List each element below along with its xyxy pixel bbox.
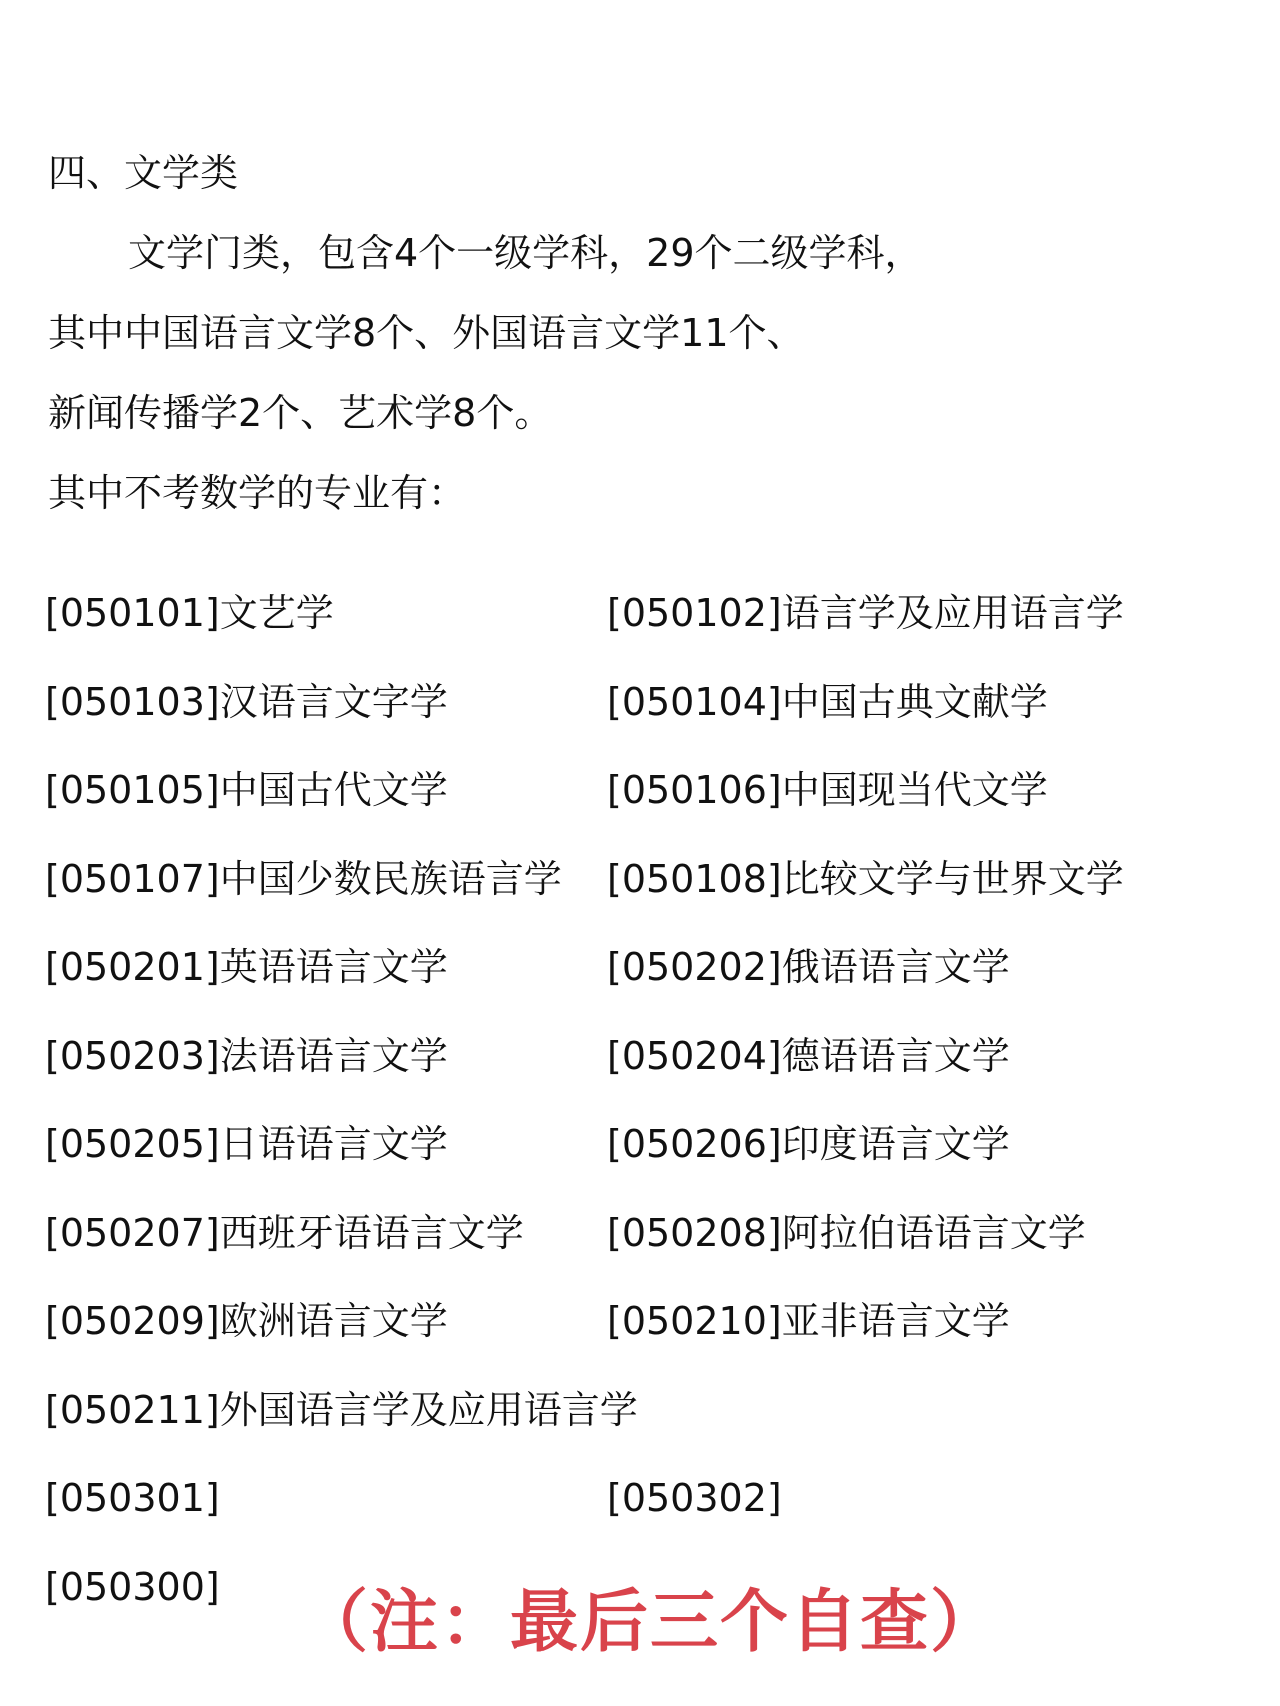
major-item-right: [050202]俄语语言文学	[607, 945, 1010, 989]
major-row	[45, 1470, 1245, 1559]
major-item-right: [050106]中国现当代文学	[607, 768, 1048, 812]
major-item-right: [050102]语言学及应用语言学	[607, 591, 1124, 635]
intro-line-4: 其中不考数学的专业有：	[48, 471, 467, 515]
major-row	[45, 1116, 1245, 1205]
intro-line-2: 其中中国语言文学8个、外国语言文学11个、	[48, 311, 805, 355]
major-item-right: [050104]中国古典文献学	[607, 679, 1048, 724]
note-text: （注：最后三个自查）	[300, 1583, 1001, 1662]
major-list	[45, 585, 1245, 1647]
major-item-left: [050105]中国古代文学	[45, 768, 448, 812]
major-item-left: [050101]文艺学	[45, 591, 334, 635]
major-row	[45, 939, 1245, 1028]
major-item-right: [050210]亚非语言文学	[607, 1299, 1010, 1343]
major-item-right: [050204]德语语言文学	[607, 1033, 1010, 1078]
major-item-left: [050201]英语语言文学	[45, 945, 448, 989]
section-heading: 四、文学类	[48, 151, 239, 195]
major-item-left: [050103]汉语言文字学	[45, 679, 448, 724]
major-item-left: [050211]外国语言学及应用语言学	[45, 1387, 638, 1432]
major-item-right: [050206]印度语言文学	[607, 1122, 1010, 1166]
major-item-left: [050205]日语语言文学	[45, 1122, 448, 1166]
major-row	[45, 1382, 1245, 1471]
major-item-left: [050301]	[45, 1476, 220, 1520]
major-item-right: [050302]	[607, 1476, 782, 1520]
major-row	[45, 1028, 1245, 1117]
major-row	[45, 851, 1245, 940]
major-row	[45, 674, 1245, 763]
major-item-left: [050300]	[45, 1564, 220, 1609]
major-item-left: [050207]西班牙语语言文学	[45, 1210, 524, 1255]
major-row	[45, 762, 1245, 851]
major-item-right: [050208]阿拉伯语语言文学	[607, 1210, 1086, 1255]
major-row	[45, 1205, 1245, 1294]
major-item-left: [050203]法语语言文学	[45, 1033, 448, 1078]
major-item-right: [050108]比较文学与世界文学	[607, 856, 1124, 901]
major-row	[45, 585, 1245, 674]
major-item-left: [050107]中国少数民族语言学	[45, 856, 562, 901]
major-item-left: [050209]欧洲语言文学	[45, 1299, 448, 1343]
intro-line-3: 新闻传播学2个、艺术学8个。	[48, 391, 553, 435]
major-row	[45, 1293, 1245, 1382]
intro-line-1: 文学门类，包含4个一级学科，29个二级学科，	[128, 231, 923, 275]
